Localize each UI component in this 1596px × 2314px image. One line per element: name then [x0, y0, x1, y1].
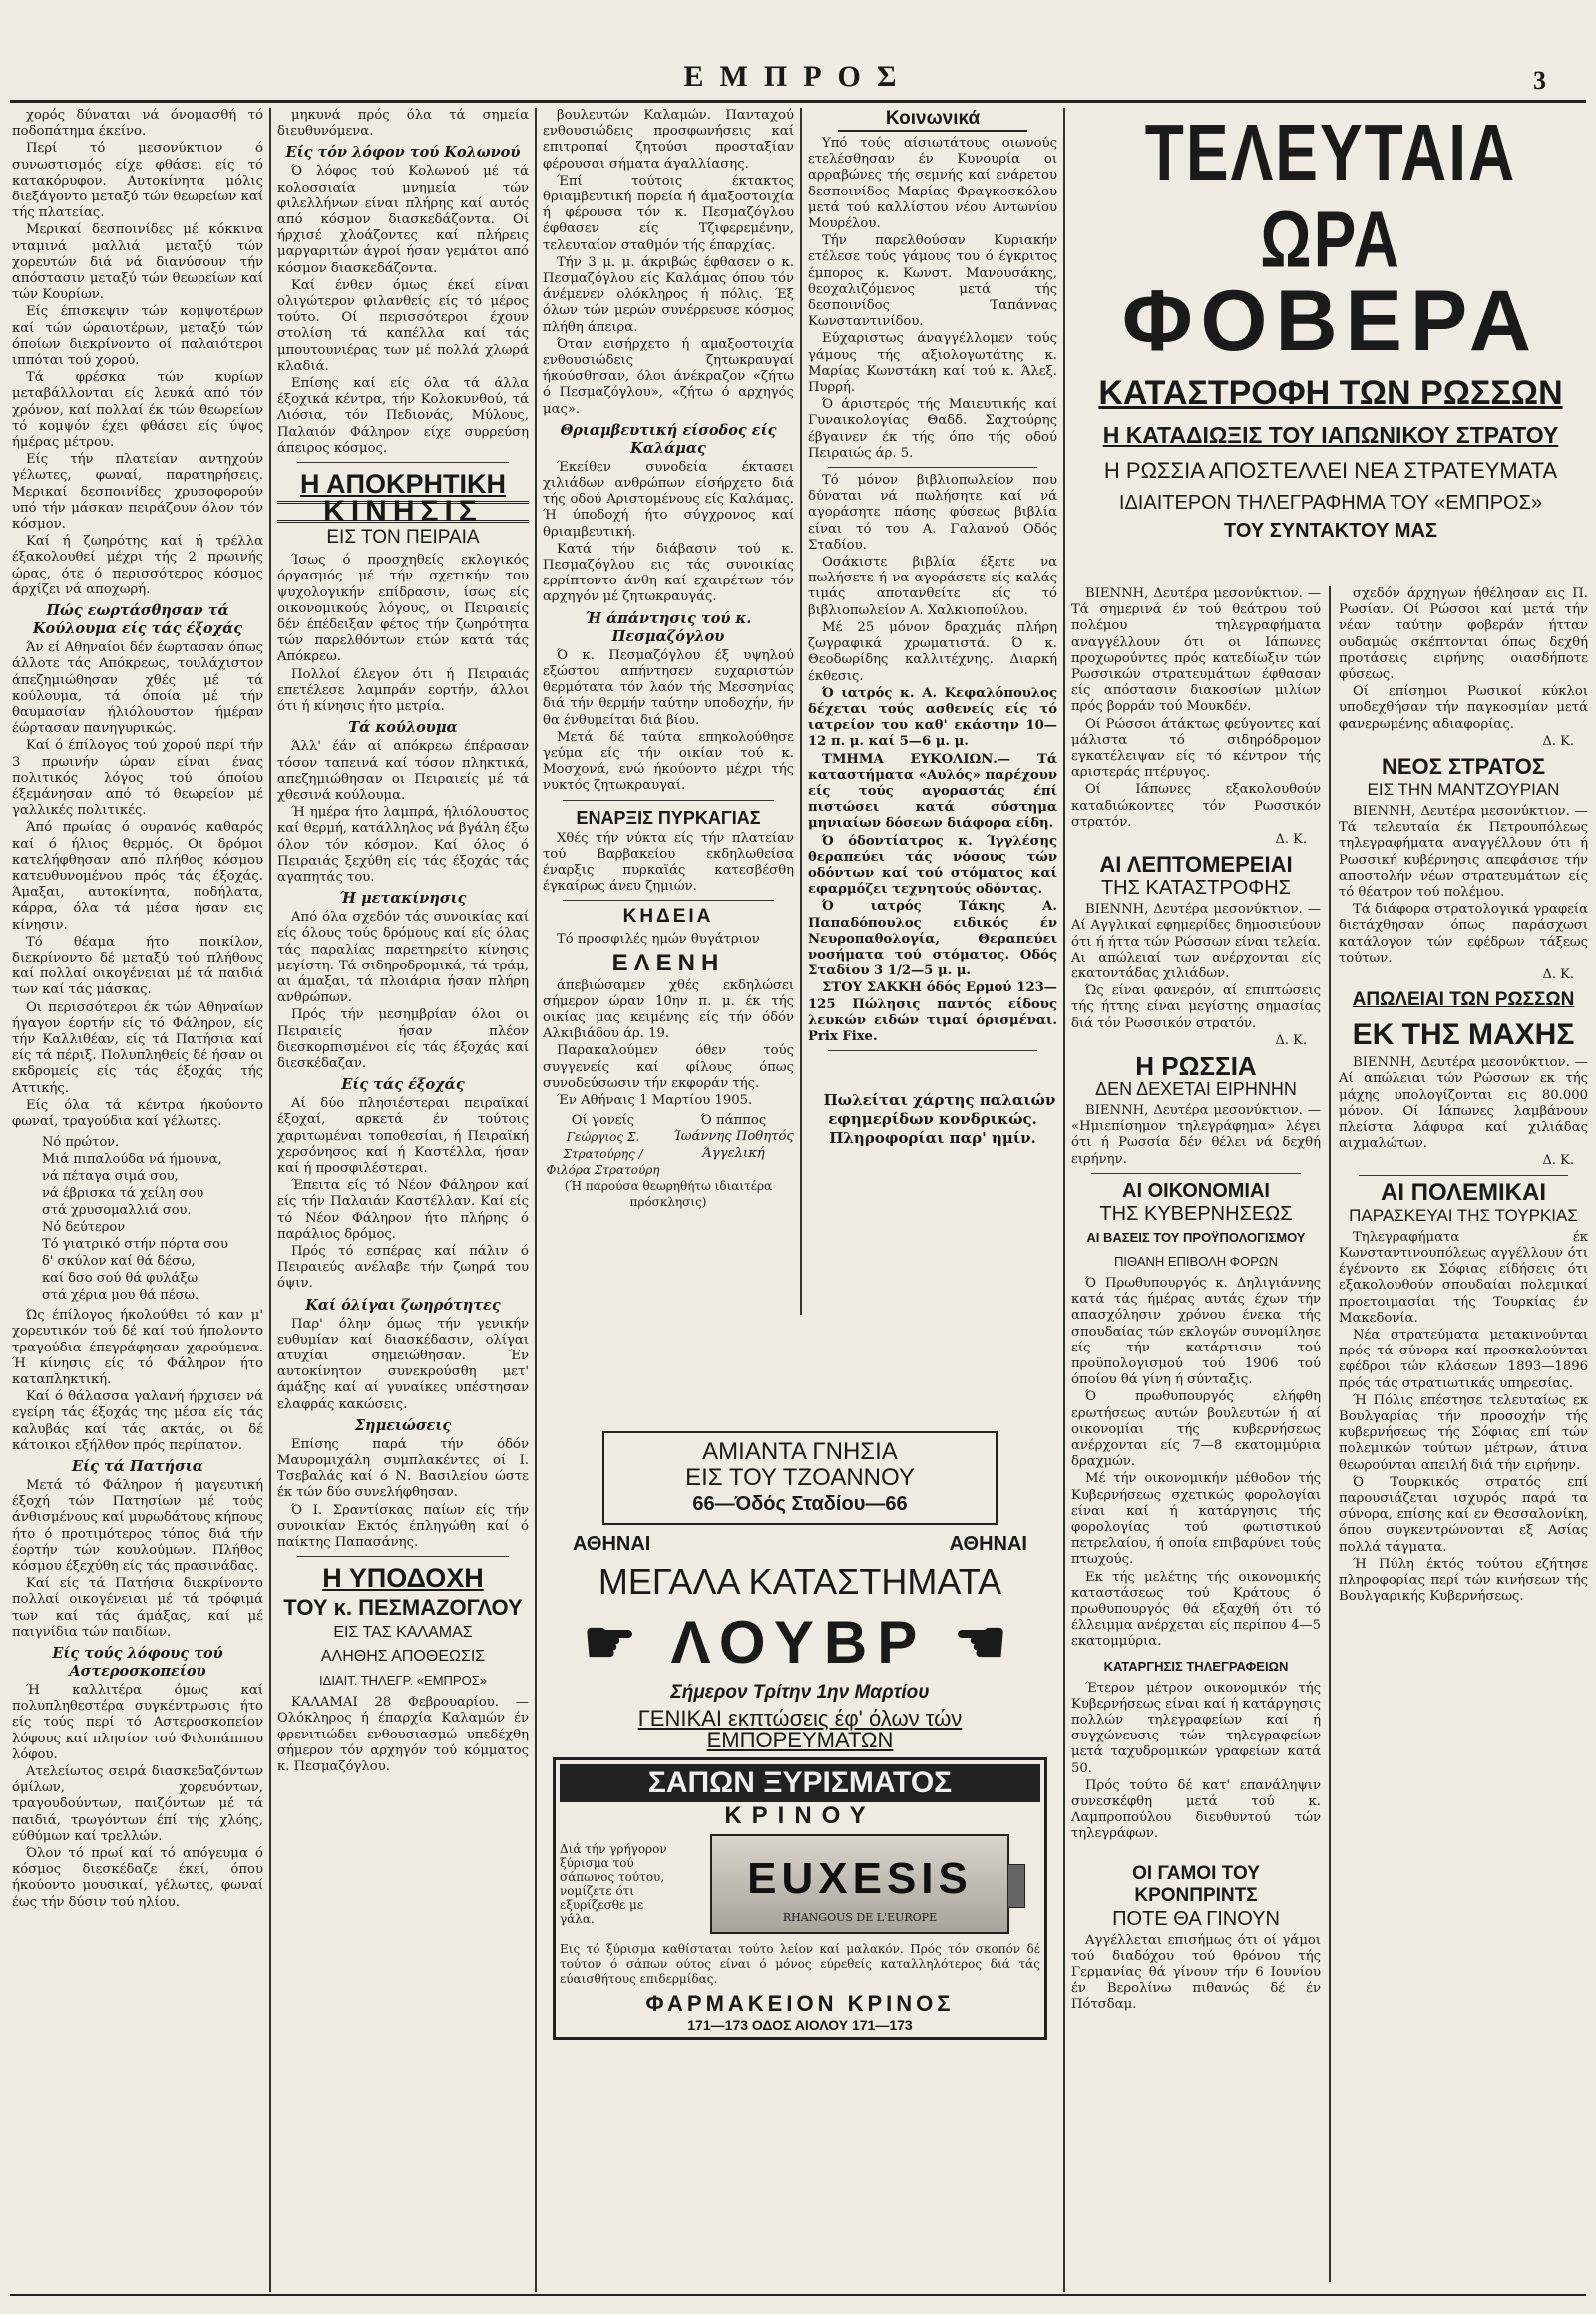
column-3	[543, 108, 794, 1429]
section-heading: Πώς εωρτάσθησαν τά Κούλουμα είς τάς έξοχάς	[32, 602, 243, 638]
article-headline: ΑΙ ΠΟΛΕΜΙΚΑΙ	[1380, 1178, 1547, 1206]
paragraph: Πρός τήν μεσημβρίαν όλοι οι Πειραιείς ήσαν πλέον διεσκορπισμένοι είς τάς έξοχάς καί διεσκέδαζαν.	[277, 1007, 529, 1071]
article-subheadline: ΕΙΣ ΤΗΝ ΜΑΝΤΖΟΥΡΙΑΝ	[1367, 780, 1560, 800]
article-subheadline: ΑΛΗΘΗΣ ΑΠΟΘΕΩΣΙΣ	[320, 1648, 486, 1666]
paragraph: Εκ τής μελέτης τής οικονομικής καταστάσεως τού Κράτους ό πρωθυπουργός θά εξαχθή ότι τό έλλειμμα ανέρχεται είς περίπου 4—5 εκατομμύρια.	[1071, 1569, 1321, 1650]
ad-headline: ΑΜΙΑΝΤΑ ΓΝΗΣΙΑ	[702, 1438, 898, 1465]
paragraph: ΒΙΕΝΝΗ, Δευτέρα μεσονύκτιον. — Τά σημερινά έν τού θεάτρου τού πολέμου τηλεγραφήματα αναγγέλλουν ότι οι Ιάπωνες προχωρούντες πρός κατεδίωξιν τών Ρωσσικών στρατευμάτων έφθασαν είς απόστασιν διακοσίων μιλίων πρός βορράν τού Μουκδέν.	[1071, 586, 1321, 715]
divider	[828, 467, 1037, 468]
signature-name: Ίωάννης Ποθητός	[673, 1129, 794, 1145]
classified-ad: ΤΜΗΜΑ ΕΥΚΟΛΙΩΝ.— Τά καταστήματα «Αυλός» παρέχουν είς τούς αγοραστάς έπί πιστώσει κατά σύστημα μηνιαίων δόσεων διάφορα είδη.	[808, 751, 1057, 832]
paragraph: Ή ημέρα ήτο λαμπρά, ήλιόλουστος καί θερμή, κατάλληλος νά βγάλη έξω όλον τόν κόσμον. Καί όλος ό Πειραιάς ξεχύθη είς τάς έξοχάς τάς αγαπητάς του.	[277, 805, 529, 885]
paragraph: Οί Ρώσσοι άτάκτως φεύγοντες καί μάλιστα τό σιδηρόδρομον εγκατέλειψαν είς τό κέντρον τής αριστεράς πτέρυγος.	[1071, 716, 1321, 781]
paragraph: Τά διάφορα στρατολογικά γραφεία διετάχθησαν όπως παράσχωσι κατάλογον τών εφέδρων τάξεως τούτων.	[1339, 902, 1588, 965]
headline-sub: Η ΚΑΤΑΔΙΩΞΙΣ ΤΟΥ ΙΑΠΩΝΙΚΟΥ ΣΤΡΑΤΟΥ	[1102, 422, 1559, 448]
paragraph: Κατά τήν διάβασιν τού κ. Πεσμαζόγλου εις τάς συνοικίας ερρίπτοντο άνθη καί εχαιρέτων τόν αρχηγόν μέ ζητωκραυγάς.	[543, 541, 794, 605]
paragraph: Τό μόνον βιβλιοπωλείον που δύναται νά πωλήσητε καί νά αγοράσητε πάσης φύσεως βιβλία είναι τό του Α. Γαλανού Οδός Σταδίου.	[808, 473, 1057, 553]
article-headline: ΑΙ ΟΙΚΟΝΟΜΙΑΙ	[1122, 1179, 1270, 1202]
paragraph: Τά φρέσκα τών κυρίων μεταβάλλονται είς λευκά από τόν χρόνον, καί πολλαί έκ τών θεωρείων τό κομψόν έχει φθάσει είς ύψος ήμέρας μέτρου.	[12, 370, 263, 451]
paragraph: ΒΙΕΝΝΗ, Δευτέρα μεσονύκτιον. — Τά τελευταία έκ Πετρουπόλεως τηλεγραφήματα αναγγέλλουν ότι ή Ρωσσική κυβέρνησις απεφάσισε τήν αποστολήν νέων στρατευμάτων είς τό θέατρον τού πολέμου.	[1339, 804, 1588, 901]
verse-line: Νό δεύτερον	[42, 1220, 126, 1236]
paragraph: Παρακαλούμεν όθεν τούς συγγενείς καί φίλους όπως συνοδεύσωσιν τήν εκφοράν τής.	[543, 1043, 794, 1091]
masthead	[0, 60, 1596, 100]
war-subcol-right	[1339, 586, 1588, 2282]
column-divider	[535, 108, 537, 2292]
paragraph: Μέ 25 μόνον δραχμάς πλήρη ζωγραφικά χρωματιστά. Ό κ. Θεοδωρίδης καλλιτέχνης. Διαρκή έκθεσις.	[808, 619, 1057, 684]
war-subcol-left	[1071, 586, 1321, 2282]
paragraph: Όταν εισήρχετο ή αμαξοστοιχία ενθουσιώδεις ζητωκραυγαί ήκούσθησαν, όλοι άνέκραζον «ζήτω ό Πεσμαζόγλου», «ζήτω ό αρχηγός μας».	[543, 336, 794, 417]
article-subheadline: ΔΕΝ ΔΕΧΕΤΑΙ ΕΙΡΗΝΗΝ	[1095, 1079, 1297, 1100]
headline-sub: ΚΑΤΑΣΤΡΟΦΗ ΤΩΝ ΡΩΣΣΩΝ	[1098, 374, 1563, 412]
verse-line: δ' σκύλον καί θά δέσω,	[42, 1254, 196, 1270]
paragraph: Ό Ι. Σραντίσκας παίων είς τήν συνοικίαν Εκτός έπληγώθη καί ό παίκτης Παπασάνης.	[277, 1502, 529, 1551]
ad-body: Εις τό ξύρισμα καθίσταται τούτο λείον καί μαλακόν. Πρός τόν σκοπόν δέ τούτον ό σάπων ούτος είναι ό μόνος εύρεθείς καταλληλότερος διά τάς εύαισθήτους επιδερμίδας.	[560, 1942, 1040, 1986]
paragraph: Περί τό μεσονύκτιον ό συνωστισμός είχε φθάσει είς τό κατακόρυφον. Αυτοκίνητα μόλις διεξάγοντο μεταξύ τών θεωρείων καί τής πλατείας.	[12, 141, 263, 221]
article-subheadline: ΠΟΤΕ ΘΑ ΓΙΝΟΥΝ	[1112, 1907, 1280, 1930]
headline-sub: Η ΡΩΣΣΙΑ ΑΠΟΣΤΕΛΛΕΙ ΝΕΑ ΣΤΡΑΤΕΥΜΑΤΑ	[1103, 458, 1558, 483]
section-heading: Καί όλίγαι ζωηρότητες	[305, 1296, 501, 1314]
paragraph: άπεβιώσαμεν χθές εκδηλώσει σήμερον ώραν 10ην π. μ. έκ τής οικίας μας κειμένης είς τήν όδόν Αλκιβιάδου άρ. 19.	[543, 977, 794, 1042]
paragraph: Αγγέλλεται επισήμως ότι οί γάμοι τού διαδόχου τού θρόνου τής Γερμανίας θά γίνουν τήν 6 Ιουνίου έν Βερολίνω πιθανώς δέ έν Πότσδαμ.	[1071, 1932, 1321, 2013]
paragraph: Άλλ' έάν αί απόκρεω έπέρασαν τόσον ταπεινά καί τόσον πληκτικά, απεζημιώθησαν οι Πειραιείς μέ τά χθεσινά κούλουμα.	[277, 739, 529, 803]
article-subheadline: ΤΗΣ ΚΥΒΕΡΝΗΣΕΩΣ	[1099, 1202, 1293, 1225]
paragraph: Οσάκιστε βιβλία έξετε να πωλήσετε ή να αγοράσετε είς καλάς τιμάς αποτανθείτε είς τό βιβλιοπωλείον Α. Χαλκιοπούλου.	[808, 555, 1057, 618]
article-headline: ΕΝΑΡΞΙΣ ΠΥΡΚΑΓΙΑΣ	[576, 807, 761, 828]
paragraph: Παρ' όλην όμως τήν γενικήν ευθυμίαν καί διασκέδασιν, ολίγαι ατυχίαι σημειώθησαν. Έν αυτοκίνητον συνεκρούσθη μετ' άμάξης καί αί γυναίκες υπέστησαν ελαφράς κακώσεις.	[277, 1316, 529, 1412]
section-heading: Κοινωνικά	[838, 108, 1027, 132]
paragraph: Καί ό θάλασσα γαλανή ήρχισεν νά εγείρη τάς έξοχάς της μέσα είς τάς καλυβάς καί τάς ακτάς, οι δέ κάτοικοι εξήλθον πρός περίπατον.	[12, 1389, 263, 1453]
paragraph: Έτερον μέτρον οικονομικόν τής Κυβερνήσεως είναι καί ή κατάργησις πολλών τηλεγραφείων καί ή συγχώνευσις τών τηλεγραφείων μετά ταχυδρομικών γραφείων κατά 50.	[1071, 1680, 1321, 1776]
paragraph: Μετά τό Φάληρον ή μαγευτική έξοχή τών Πατησίων μέ τούς άνθισμένους καί μυρωδάτους κήπους ήτο ό προτιμότερος τόπος διά τήν έορτήν τών κουλούμων. Πλήθος κόσμου έξεχύθη είς τάς πρασινάδας.	[12, 1478, 263, 1575]
article-subheadline: ΙΔΙΑΙΤ. ΤΗΛΕΓΡ. «ΕΜΠΡΟΣ»	[319, 1673, 487, 1689]
article-subheadline: ΤΗΣ ΚΑΤΑΣΤΡΟΦΗΣ	[1100, 877, 1292, 900]
column-4	[808, 108, 1057, 1315]
advertisement-block	[543, 1431, 1057, 2294]
paragraph: Από όλα σχεδόν τάς συνοικίας καί είς όλους τούς δρόμους καί είς όλας τάς παραλίας παρετηρείτο κίνησις μεγίστη. Τά σιδηροδρομικά, τά τράμ, αι άμαξαι, τά πλοιάρια ήσαν πλήρη ανθρώπων.	[277, 910, 529, 1006]
column-1	[12, 108, 263, 2292]
paragraph: ΚΑΛΑΜΑΙ 28 Φεβρουαρίου. — Ολόκληρος ή έπαρχία Καλαμών έν φρενιτιώδει ενθουσιασμώ υπεδέχθη σήμερον τόν αρχηγόν τού κόμματος κ. Πεσμαζόγλου.	[277, 1695, 529, 1775]
ad-body: Διά τήν γρήγορον ξύρισμα τού σάπωνος τούτου, νομίζετε ότι εξυρίζεσθε με γάλα.	[560, 1842, 667, 1926]
paragraph: Ώς είναι φανερόν, αί επιπτώσεις τής ήττης είναι μεγίστης σημασίας διά τόν Ρωσσικόν στρατόν.	[1071, 983, 1321, 1031]
paragraph: Ή Πύλη έκτός τούτου εζήτησε πληροφορίας περί τών κινήσεων τής Βουλγαρικής Κυβερνήσεως.	[1339, 1556, 1588, 1605]
date-line: Έν Αθήναις 1 Μαρτίου 1905.	[557, 1092, 753, 1108]
verse-line: καί δσο σού θά φυλάξω	[42, 1271, 199, 1287]
ad-address: 66—Όδός Σταδίου—66	[692, 1493, 908, 1515]
ad-soap	[553, 1757, 1047, 2040]
column-divider	[800, 108, 802, 1315]
paragraph: Καί ένθεν όμως έκεί είναι ολιγώτερον φιλανθείς είς τό μέρος τούτο. Οί περισσότεροι έχουν στολίση τά καπέλλα καί τάς μπουτουνιέρας των μέ πολλά χλωρά κλαδιά.	[277, 277, 529, 374]
section-heading: Είς τόν λόφον τού Κολωνού	[285, 144, 521, 162]
verse-line: νά πέταγα σιμά σου,	[42, 1169, 179, 1185]
paragraph: Οί επίσημοι Ρωσικοί κύκλοι υποδεχθήσαν τήν παγκοσμίαν μετά φανερωμένης αδιαφορίας.	[1339, 684, 1588, 732]
section-heading: Ή μετακίνησις	[339, 890, 467, 908]
paragraph: Τό προσφιλές ημών θυγάτριον	[557, 932, 760, 948]
paragraph: Όλον τό πρωί καί τό απόγευμα ό κόσμος διεσκέδαζε έκεί, όπου ήκούοντο μουσικαί, γέλωτες, φωναί έως τήν δύσιν τού ηλίου.	[12, 1846, 263, 1910]
telegram-label: ΙΔΙΑΙΤΕΡΟΝ ΤΗΛΕΓΡΑΦΗΜΑ ΤΟΥ «ΕΜΠΡΟΣ»	[1118, 492, 1543, 514]
signature-label: Ό πάππος	[700, 1113, 767, 1129]
article-subheadline: ΑΙ ΒΑΣΕΙΣ ΤΟΥ ΠΡΟΫΠΟΛΟΓΙΣΜΟΥ	[1086, 1229, 1306, 1245]
signature: Δ. Κ.	[1542, 1153, 1574, 1169]
article-subheadline: ΕΙΣ ΤΟΝ ΠΕΙΡΑΙΑ	[326, 527, 480, 549]
classified-ad: Ό ιατρός Τάκης Α. Παπαδόπουλος ειδικός έν Νευροπαθολογία, Θεραπεύει νοσήματα τού στόματος. Οδός Σταδίου 3 1/2—5 μ. μ.	[808, 899, 1057, 979]
tube-cap	[1007, 1864, 1025, 1908]
paragraph: Καί ή ζωηρότης καί ή τρέλλα έξακολουθεί μέχρι τής 2 πρωινής ώρας, ότε ό περισσότερος κόσμος άρχίζει νά αποχωρή.	[12, 534, 263, 597]
article-headline-2: ΤΟΥ κ. ΠΕΣΜΑΖΟΓΛΟΥ	[283, 1595, 523, 1621]
paragraph: Πρός τούτο δέ κατ' επανάληψιν συνεσκέφθη μετά τού κ. Λαμπροπούλου διευθυντού τών τηλεγράφων.	[1071, 1777, 1321, 1842]
paragraph: Έκείθεν συνοδεία έκτασει χιλιάδων ανθρώπων είσήρχετο διά τής οδού Αριστομένους είς Καλάμας. Ή ύποδοχή ήτο σύγχρονος καί θριαμβευτική.	[543, 459, 794, 540]
ad-headline: ΜΕΓΑΛΑ ΚΑΤΑΣΤΗΜΑΤΑ	[598, 1561, 1002, 1602]
verse-line: Μιά πιπαλούδα νά ήμουνα,	[42, 1152, 222, 1168]
paragraph: Είς όλα τά κέντρα ήκούοντο φωναί, τραγούδια καί γέλωτες.	[12, 1097, 263, 1129]
funeral-note: (Ή παρούσα θεωρηθήτω ιδιαιτέρα πρόσκλησις)	[564, 1178, 773, 1210]
paragraph: ΒΙΕΝΝΗ, Δευτέρα μεσονύκτιον. — Αί απώλειαι τών Ρώσσων εκ τής μάχης υπολογίζονται εις 80.000 μόνον. Οί Ιάπωνες λαμβάνουν πλείστα λάφυρα καί χιλιάδας αιχμαλώτων.	[1339, 1055, 1588, 1152]
section-heading: Θριαμβευτική είσοδος είς Καλάμας	[560, 421, 777, 457]
paragraph: Ό Τουρκικός στρατός επί παρουσιάζεται ισχυρός παρά τα σύνορα, επίσης καί εν Θεσσαλονίκη, όπου συγκεντρώνονται εξ Ασίας πολλά τάγματα.	[1339, 1474, 1588, 1555]
article-subheadline: ΕΚ ΤΗΣ ΜΑΧΗΣ	[1352, 1018, 1575, 1052]
section-heading: Είς τάς έξοχάς	[341, 1076, 465, 1094]
article-headline: ΝΕΟΣ ΣΤΡΑΤΟΣ	[1381, 754, 1546, 780]
paragraph: Μερικαί δεσποινίδες μέ κόκκινα νταμινά μαλλιά μεταξύ τών χορευτών διά νά διανύσουν τήν απόστασιν μεταξύ τών θεωρείων καί τών Κουρίων.	[12, 222, 263, 303]
tube-brand: EUXESIS	[747, 1854, 973, 1903]
signatures	[543, 1113, 794, 1178]
city-label: ΑΘΗΝΑΙ	[573, 1533, 651, 1555]
article-headline: ΑΙ ΛΕΠΤΟΜΕΡΕΙΑΙ	[1099, 852, 1293, 878]
ad-hand-left-icon: ☛	[583, 1609, 647, 1676]
war-news-section	[1071, 108, 1590, 2292]
paragraph: Ώς έπίλογος ήκολούθει τό καν μ' χορευτικόν τού δέ καί τού ήπολοντο τραγούδια έπεγράφησαν χαρούμενα. Ή κίνησις είς τό Φάληρον ήτο καταπληκτική.	[12, 1308, 263, 1387]
signature-label: Οί γονείς	[571, 1113, 635, 1129]
paragraph: Είς τήν πλατείαν αντηχούν γέλωτες, φωναί, παρατηρήσεις. Μερικαί δεσποινίδες χρυσοφορούν υπό τήν μάσκαν πειράζουν όλον τόν κόσμον.	[12, 452, 263, 533]
headline-main: ΤΕΛΕΥΤΑΙΑ ΩΡΑ	[1144, 108, 1517, 284]
section-heading: Είς τά Πατήσια	[72, 1458, 203, 1476]
signature-names: Γεώργιος Σ. Στρατούρης / Φιλόρα Στρατούρη	[546, 1130, 660, 1177]
classified-ad: ΣΤΟΥ ΣΑΚΚΗ όδός Ερμού 123—125 Πώλησις παντός είδους λευκών ειδών τιμαί όρισμέναι. Prix Fixe.	[808, 980, 1057, 1044]
ad-date: Σήμερον Τρίτην 1ην Μαρτίου	[670, 1682, 930, 1703]
paragraph: Ή Πόλις επέστησε τελευταίως εκ Βουλγαρίας τήν προσοχήν τής κυβερνήσεως τής Σόφιας επί τών πολεμικών τούτων μέτρων, άτινα θεωρούνται απειλή διά τήν ειρήνην.	[1339, 1392, 1588, 1473]
paragraph: σχεδόν άρχηγων ήθέλησαν εις Π. Ρωσίαν. Οί Ρώσσοι καί μετά τήν νέαν ταύτην φοβεράν ήτταν ουδαμώς σκέπτονται όπως δεχθή προτάσεις ειρήνης οιασδήποτε φύσεως.	[1339, 586, 1588, 683]
paragraph: ΒΙΕΝΝΗ, Δευτέρα μεσονύκτιον. — «Ημιεπίσημον τηλεγράφημα» λέγει ότι ή Ρωσσία δέν θέλει νά δεχθή ειρήνην.	[1071, 1103, 1321, 1167]
article-headline: Η ΡΩΣΣΙΑ	[1135, 1051, 1257, 1082]
paragraph: Έπί τούτοις έκτακτος θριαμβευτική πορεία ή άμαξοστοιχία ή φέρουσα τόν κ. Πεσμαζόγλου έφθασεν είς Τζιφερεμένην, τελευταίον σταθμόν τής έπαρχίας.	[543, 173, 794, 253]
article-headline: Η ΑΠΟΚΡΗΤΙΚΗ	[300, 469, 506, 500]
ad-brand-text: ΛΟΥΒΡ	[670, 1609, 928, 1676]
article-subheadline: ΠΙΘΑΝΗ ΕΠΙΒΟΛΗ ΦΟΡΩΝ	[1113, 1253, 1279, 1269]
divider	[297, 462, 509, 463]
paragraph: Ατελείωτος σειρά διασκεδαζόντων όμίλων, χορευόντων, τραγουδούντων, παιζόντων μέ τά παιδιά, τρωγόντων έπί τής χλόης, εύθύμων καί τρελλών.	[12, 1764, 263, 1844]
top-rule	[10, 100, 1586, 103]
paragraph: βουλευτών Καλαμών. Πανταχού ενθουσιώδεις προσφωνήσεις καί επιτροπαί ζητούσι προσταξίαν φέρουσαι σήματα άγαλλίασης.	[543, 108, 794, 172]
paragraph: Άπό πρωίας ό ουρανός καθαρός καί ό ήλιος θερμός. Οι δρόμοι κατελήφθησαν από πλήθος κόσμου κατευθυνομένου πρός τάς έξοχάς. Άμαξαι, αυτοκίνητα, ποδήλατα, κάρρα, όλα τά μέσα ήσαν εις κίνησιν.	[12, 820, 263, 933]
ad-amianta	[602, 1431, 998, 1525]
verse-line: στά χρυσομαλλιά σου.	[42, 1203, 192, 1219]
paragraph: Υπό τούς αίσιωτάτους οιωνούς ετελέσθησαν έν Κυνουρία οι αρραβώνες τής σεμνής καί ενάρετου δεσποινίδος Μαρίας Φραγκοσκόλου μετά τού καλλίστου νέου Αντωνίου Μουρέλου.	[808, 136, 1057, 232]
paragraph: Έπειτα είς τό Νέον Φάληρον καί είς τήν Παλαιάν Καστέλλαν. Καί είς τό Νέον Φάληρον ήτο πλήρης ό παράλιος δρόμος.	[277, 1178, 529, 1242]
paragraph: μηκυνά πρός όλα τά σημεία διευθυνόμενα.	[277, 108, 529, 140]
ad-city-row	[543, 1525, 1057, 1556]
signature-name: Άγγελική	[702, 1145, 765, 1161]
divider	[1091, 1173, 1301, 1174]
divider	[563, 900, 774, 901]
article-headline: Η ΥΠΟΔΟΧΗ	[322, 1563, 484, 1594]
column-divider	[269, 108, 271, 2292]
paragraph: Εύχαριστως άναγγέλλομεν τούς γάμους τής αξιολογωτάτης κ. Μαρίας Κωνστάκη καί τού κ. Άλεξ. Πυρρή.	[808, 331, 1057, 396]
paragraph: ΒΙΕΝΝΗ, Δευτέρα μεσονύκτιον. — Αί Αγγλικαί εφημερίδες δημοσιεύουν ότι ή ήττα τών Ρώσσων είναι τελεία. Αι απώλειαί των ανέρχονται είς εκατοντάδας χιλιάδων.	[1071, 902, 1321, 982]
divider	[828, 1050, 1037, 1051]
paragraph: Επίσης παρά τήν όδόν Μαυρομιχάλη συμπλακέντες οί Ι. Τσεβαλάς καί ό Ν. Βασιλείου ώστε έκ τών δύο συνελήφθησαν.	[277, 1436, 529, 1501]
newspaper-title: ΕΜΠΡΟΣ	[683, 60, 913, 93]
verse-line: στά χέρια μου θά πέσω.	[42, 1288, 200, 1304]
paragraph: Ή καλλιτέρα όμως καί πολυπληθεστέρα συγκέντρωσις ήτο είς τούς περί τό Αστεροσκοπείον λόφους καί πλησίον τού Φιλοπάππου λόφου.	[12, 1683, 263, 1762]
ad-text: ΓΕΝΙΚΑΙ εκπτώσεις έφ' όλων τών ΕΜΠΟΡΕΥΜΑΤΩΝ	[637, 1706, 963, 1752]
section-heading: Σημειώσεις	[354, 1416, 452, 1434]
ad-address: 171—173 ΟΔΟΣ ΑΙΟΛΟΥ 171—173	[687, 2017, 913, 2033]
paragraph: Μέ τήν οικονομικήν μέθοδον τής Κυβερνήσεως σχετικώς φορολογίαι είναι καί ή κατάργησις τής φορολογίας τού φωτιστικού πετρελαίου, ή οποία επιβαρύνει τούς πτωχούς.	[1071, 1471, 1321, 1568]
paragraph: Ίσως ό προσχηθείς εκλογικός όργασμός μέ τήν σχετικήν του ψυχολογικήν επίδρασιν, ίσως είς οικονομικούς λόγους, οι Πειραιείς δέν έπέδειξαν φέτος τήν ζωηρότητα τών παρελθόντων ετών κατά τάς Απόκρεω.	[277, 553, 529, 665]
divider	[297, 1556, 509, 1557]
notice: Πωλείται χάρτης παλαιών εφημερίδων κονδρικώς. Πληροφορίαι παρ' ημίν.	[823, 1091, 1056, 1148]
article-headline: ΑΠΩΛΕΙΑΙ ΤΩΝ ΡΩΣΣΩΝ	[1352, 989, 1575, 1011]
paragraph: Μετά δέ ταύτα επηκολούθησε γεύμα είς τήν οικίαν τού κ. Μοσχονά, ενώ ήκούοντο μέχρι τής νυκτός ζητωκραυγαί.	[543, 729, 794, 794]
soap-tube-image	[710, 1834, 1009, 1934]
paragraph: Τήν παρελθούσαν Κυριακήν ετέλεσε τούς γάμους του ό έγκριτος έμπορος κ. Κωνστ. Μανουσάκης, θεοχαλιζόμενος μετά τής δεσποινίδος Ταπάννας Κωνσταντινίδου.	[808, 233, 1057, 330]
paragraph: Ό άριστερός τής Μαιευτικής καί Γυναικολογίας Θαδδ. Σαχτούρης έβγαινεν έκ τής όπο τής οδού Πειραιώς άρ. 5.	[808, 397, 1057, 461]
paragraph: Τήν 3 μ. μ. άκριβώς έφθασεν ο κ. Πεσμαζόγλου είς Καλάμας όπου τόν άνέμενεν ολόκληρος ή πόλις. Έξ όλων τών μερών συνέρρευσε κόσμος πλήθη άπειρα.	[543, 254, 794, 335]
ad-headline: ΚΡΙΝΟΥ	[724, 1802, 876, 1829]
paragraph: Νέα στρατεύματα μετακινούνται πρός τά σύνορα καί προσκαλούνται εφέδροι τών κλάσεων 1893—1896 πρός τάς στρατιωτικάς υπηρεσίας.	[1339, 1327, 1588, 1391]
signature: Δ. Κ.	[1275, 832, 1307, 848]
paragraph: Ό πρωθυπουργός ελήφθη ερωτήσεως αυτών βουλευτών ή αί οικονομίαι τής κυβερνήσεως ανέρχονται είς 7—8 εκατομμύρια δραχμών.	[1071, 1389, 1321, 1470]
paragraph: Πολλοί έλεγον ότι ή Πειραιάς επετέλεσε λαμπράν εορτήν, άλλοι ότι ή κίνησις ήτο μετρία.	[277, 666, 529, 715]
verse-block	[12, 1134, 263, 1304]
paragraph: Αί δύο πλησιέστεραι πειραϊκαί έξοχαί, αρκετά έν τούτοις χαριτωμέναι τοποθεσίαι, ή Πειραϊκή χερσόνησος καί ή Καστέλλα, ήσαν καί ή προσφιλέστεραι.	[277, 1096, 529, 1176]
paragraph: Χθές τήν νύκτα είς τήν πλατείαν τού Βαρβακείου εκδηλωθείσα έναρξις πυρκαϊάς κατεσβέσθη έγκαίρως άνευ ζημιών.	[543, 830, 794, 895]
funeral-heading: ΚΗΔΕΙΑ	[622, 906, 714, 928]
article-subheadline: ΠΑΡΑΣΚΕΥΑΙ ΤΗΣ ΤΟΥΡΚΙΑΣ	[1349, 1205, 1578, 1225]
section-heading: Ή άπάντησις τού κ. Πεσμαζόγλου	[585, 609, 752, 645]
paragraph: Επίσης καί είς όλα τά άλλα έξοχικά κέντρα, τήν Κολοκυνθού, τά Λιόσια, τόν Πεδιονάς, Μύλους, Παλαιόν Φάληρον είχε συρρεύση άπειρος κόσμος.	[277, 376, 529, 456]
divider	[1359, 1175, 1568, 1176]
paragraph: χορός δύναται νά όνομασθή τό ποδοπάτημα έκείνο.	[12, 108, 263, 140]
paragraph: Πρός τό εσπέρας καί πάλιν ό Πειραιεύς ανέλαβε τήν ζωηρά του όψιν.	[277, 1243, 529, 1292]
section-heading: Είς τούς λόφους τού Αστεροσκοπείου	[52, 1645, 223, 1681]
ad-pharmacy: ΦΑΡΜΑΚΕΙΟΝ ΚΡΙΝΟΣ	[645, 1991, 955, 2016]
ad-hand-right-icon: ☚	[953, 1609, 1017, 1676]
article-headline-wide: ΚΙΝΗΣΙΣ	[277, 501, 529, 523]
signature: Δ. Κ.	[1542, 733, 1574, 749]
article-subheadline: ΕΙΣ ΤΑΣ ΚΑΛΑΜΑΣ	[333, 1624, 473, 1642]
paragraph: Ό Πρωθυπουργός κ. Δηλιγιάννης κατά τάς ήμέρας αυτάς έχων τήν απασχόλησιν χρόνου ένεκα τής σπουδαίας τών εκλογών συνομίλησε είς τήν κατάρτισιν τού προϋπολογισμού τού 1906 τού όποίου θά γίνη ή σύνταξις.	[1071, 1275, 1321, 1388]
article-subheadline: ΚΑΤΑΡΓΗΣΙΣ ΤΗΛΕΓΡΑΦΕΙΩΝ	[1103, 1658, 1289, 1674]
classified-ad: Ό ιατρός κ. Α. Κεφαλόπουλος δέχεται τούς ασθενείς είς τό ιατρείον του καθ' εκάστην 10—12 π. μ. καί 5—6 μ. μ.	[808, 685, 1057, 750]
divider	[563, 800, 774, 801]
tube-sub: RHANGOUS DE L'EUROPE	[782, 1911, 938, 1924]
ad-headline: ΣΑΠΩΝ ΞΥΡΙΣΜΑΤΟΣ	[560, 1764, 1040, 1802]
bottom-rule	[10, 2294, 1586, 2296]
ad-headline: ΕΙΣ ΤΟΥ ΤΖΟΑΝΝΟΥ	[685, 1464, 915, 1491]
ad-brand	[543, 1608, 1057, 1678]
deceased-name: ΕΛΕΝΗ	[611, 949, 725, 976]
city-label: ΑΘΗΝΑΙ	[949, 1533, 1027, 1555]
verse-line: Νό πρώτον.	[42, 1135, 120, 1151]
paragraph: Είς έπισκεψιν τών κομψοτέρων καί τών ώραιοτέρων, μεταξύ τών όποίων διεκρίνοντο οί παλαιότεροι ιππόται τού χορού.	[12, 304, 263, 369]
paragraph: Ό κ. Πεσμαζόγλου έξ υψηλού εξώστου απήντησεν ευχαριστών θερμότατα τόν λαόν τής Μεσσηνίας διά τήν θερμήν ταύτην υποδοχήν, ήν θα ένθυμείται διά βίου.	[543, 647, 794, 728]
column-2	[277, 108, 529, 2292]
paragraph: Ό λόφος τού Κολωνού μέ τά κολοσσιαία μνημεία τών φιλελλήνων είναι πλήρης καί αυτός από κόσμον διασκεδάζοντα. Οί ήρχισέ χλοάζοντες καί πλήρεις μαργαριτών άγροί ήσαν γεμάτοι από κόσμον διασκεδάζοντα.	[277, 164, 529, 276]
headline-big: ΦΟΒΕΡΑ	[1121, 273, 1540, 369]
paragraph: Τό θέαμα ήτο ποικίλον, διεκρίνοντο δέ μεταξύ τού πλήθους καί πολλαί οικογένειαι μέ τά παιδιά των καί τάς μάσκας.	[12, 934, 263, 998]
paragraph: Οι περισσότεροι έκ τών Αθηναίων ήγαγον έορτήν είς τό Φάληρον, είς τήν Καλλιθέαν, είς τά Πατήσια καί είς τά πέριξ. Πολυπληθείς δέ ήσαν οι εκδρομείς είς τάς έξοχάς τής Αττικής.	[12, 999, 263, 1096]
page-number: 3	[1533, 66, 1546, 95]
paragraph: Τηλεγραφήματα έκ Κωνσταντινουπόλεως αγγέλλουν ότι έγένοντο εκ Σόφιας είδήσεις ότι εξακολουθούν σπουδαίαι πολεμικαί προετοιμασίαι τής Τουρκίας έν Μακεδονία.	[1339, 1229, 1588, 1326]
article-headline: ΟΙ ΓΑΜΟΙ ΤΟΥ ΚΡΟΝΠΡΙΝΤΣ	[1132, 1862, 1260, 1906]
column-divider	[1329, 586, 1331, 2282]
paragraph: Καί είς τά Πατήσια διεκρίνοντο πολλαί οικογένειαι μέ τά τρόφιμά των καί τάς άμάξας, καί μέ παιγνίδια τών παιδίων.	[12, 1576, 263, 1640]
signature: Δ. Κ.	[1275, 1032, 1307, 1048]
paragraph: Οί Ιάπωνες εξακολουθούν καταδιώκοντες τόν Ρωσσικόν στρατόν.	[1071, 782, 1321, 830]
verse-line: νά έβρισκα τά χείλη σου	[42, 1186, 204, 1202]
section-heading: Τά κούλουμα	[348, 719, 458, 737]
classified-ad: Ό όδοντίατρος κ. Ίγγλέσης θεραπεύει τάς νόσους τών οδόντων καί τού στόματος καί εφαρμόζει τεχνητούς οδόντας.	[808, 833, 1057, 898]
column-divider	[1063, 108, 1065, 2292]
paragraph: Καί ό έπίλογος τού χορού περί τήν 3 πρωινήν ώραν είναι ένας πολιτικός λόγος τού όποίου έξεμάνησαν από τό θεωρείον μέ γαλλικές πολιτικές.	[12, 738, 263, 819]
verse-line: Τό γιατρικό στήν πόρτα σου	[42, 1237, 228, 1253]
signature: Δ. Κ.	[1542, 967, 1574, 983]
paragraph: Άν εί Αθηναίοι δέν έωρτασαν όπως άλλοτε τάς Απόκρεως, τουλάχιστον άπεζημιώθησαν χθές μέ τά κούλουμα, τά όποία μέ τήν θαυμασίαν ήλιόλουστον ήμέραν έώρτασαν πανηγυρικώς.	[12, 640, 263, 737]
correspondent-label: ΤΟΥ ΣΥΝΤΑΚΤΟΥ ΜΑΣ	[1223, 520, 1437, 542]
